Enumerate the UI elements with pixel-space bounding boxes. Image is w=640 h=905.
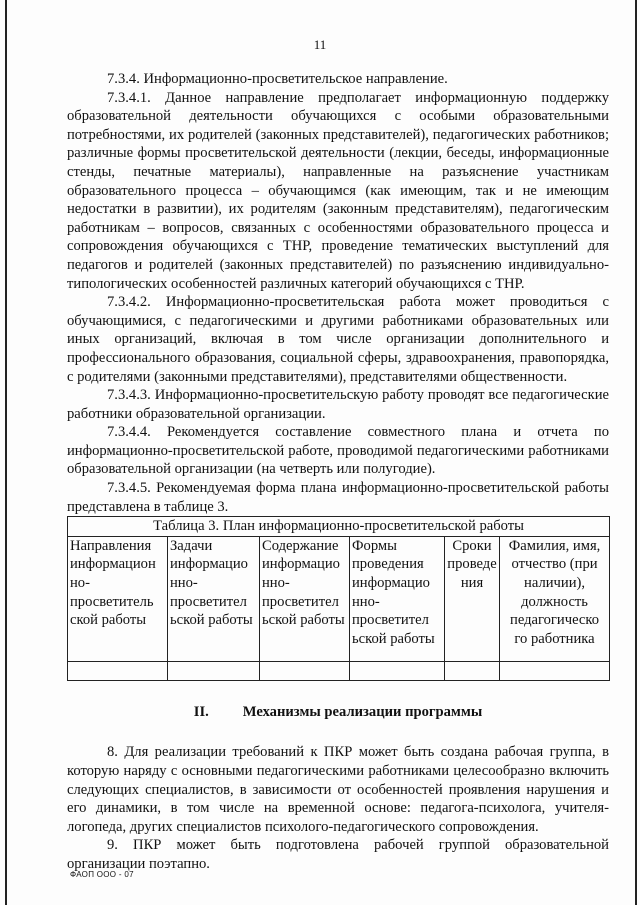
document-footer-code: ФАОП ООО - 07	[70, 870, 134, 879]
table-header-row	[68, 536, 610, 661]
column-header-content: Содержание информацио нно-просветител ьской работы	[260, 536, 350, 661]
table-cell	[500, 661, 610, 680]
column-header-terms: Сроки проведе ния	[445, 536, 500, 661]
column-header-forms: Формы проведения информацио нно-просветител ьской работы	[350, 536, 445, 661]
column-header-directions: Направления информацион но-просветитель ской работы	[68, 536, 168, 661]
plan-table	[67, 516, 610, 681]
paragraph-7-3-4: 7.3.4. Информационно-просветительское направление.	[107, 71, 448, 87]
table-row	[68, 661, 610, 680]
section-heading	[67, 703, 609, 722]
paragraph-7-3-4-3: 7.3.4.3. Информационно-просветительскую работу проводят все педагогические работники образовательной организации.	[67, 387, 609, 422]
table-cell	[68, 661, 168, 680]
paragraph-7-3-4-2: 7.3.4.2. Информационно-просветительская работа может проводиться с обучающимися, с педагогическими и другими работниками образовательных или иных организаций, включая в том числе организации дополнительного и профессионального образования, социальной сферы, здравоохранения, правопорядка, с родителями (законными представителями), представителями общественности.	[67, 294, 609, 385]
page-number: 11	[313, 37, 327, 52]
paragraph-7-3-4-5: 7.3.4.5. Рекомендуемая форма плана информационно-просветительской работы представлена в таблице 3.	[67, 480, 609, 515]
section-title: Механизмы реализации программы	[242, 703, 483, 720]
scan-edge-left	[5, 0, 7, 905]
paragraph-8: 8. Для реализации требований к ПКР может быть создана рабочая группа, в которую наряду с основными педагогическими работниками целесообразно включить следующих специалистов, в зависимости от особенностей проявления нарушения и его динамики, в том числе на временной основе: педагога-психолога, учителя-логопеда, других специалистов психолого-педагогического сопровождения.	[67, 744, 609, 835]
column-header-responsible: Фамилия, имя, отчество (при наличии), должность педагогическо го работника	[500, 536, 610, 661]
paragraph-7-3-4-1: 7.3.4.1. Данное направление предполагает информационную поддержку образовательной деятельности обучающихся с особыми образовательными потребностями, их родителей (законных представителей), педагогических работников; различные формы просветительской деятельности (лекции, беседы, информационные стенды, печатные материалы), направленные на разъяснение участникам образовательного процесса – обучающимся (как имеющим, так и не имеющим недостатки в развитии), их родителям (законным представителям), педагогическим работникам – вопросов, связанных с особенностями образовательного процесса и сопровождения обучающихся с ТНР, проведение тематических выступлений для педагогов и родителей (законных представителей) по разъяснению индивидуально-типологических особенностей различных категорий обучающихся с ТНР.	[67, 89, 609, 292]
table-cell	[260, 661, 350, 680]
scan-edge-right	[635, 0, 637, 905]
column-header-tasks: Задачи информацио нно-просветител ьской работы	[168, 536, 260, 661]
table-caption: Таблица 3. План информационно-просветительской работы	[68, 517, 610, 537]
paragraph-7-3-4-4: 7.3.4.4. Рекомендуется составление совместного плана и отчета по информационно-просветительской работе, проводимой педагогическими работниками образовательной организации (на четверть или полугодие).	[67, 424, 609, 478]
table-cell	[445, 661, 500, 680]
document-body	[67, 70, 609, 874]
table-cell	[350, 661, 445, 680]
section-number: II.	[193, 703, 209, 720]
table-cell	[168, 661, 260, 680]
paragraph-9: 9. ПКР может быть подготовлена рабочей группой образовательной организации поэтапно.	[67, 837, 609, 872]
